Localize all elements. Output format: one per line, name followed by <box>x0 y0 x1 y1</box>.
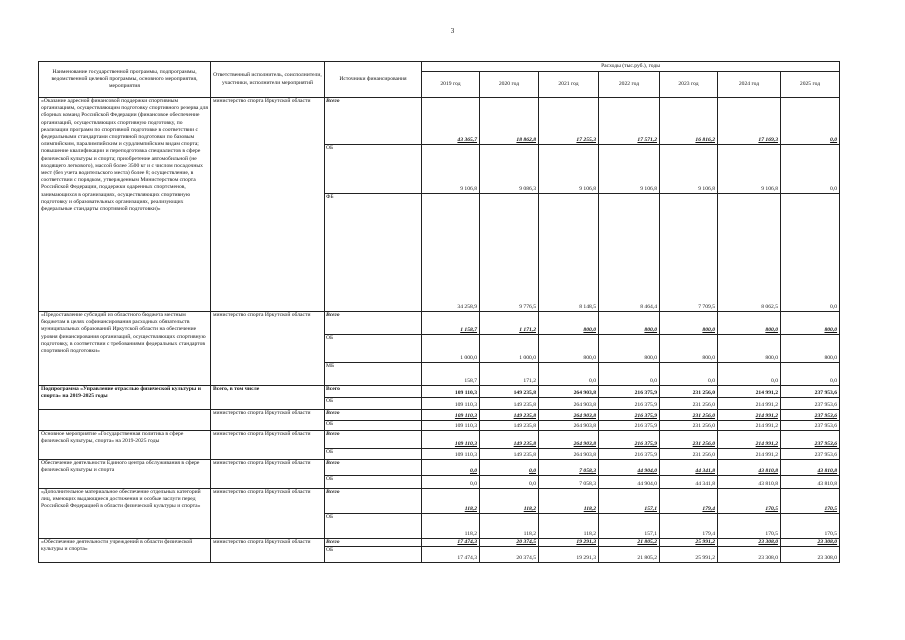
value-cell: 109 110,3 <box>422 386 480 398</box>
table-body <box>39 98 840 563</box>
value-cell: 214 991,2 <box>718 398 781 410</box>
value-cell: 109 110,3 <box>422 449 480 460</box>
value-cell: 23 308,0 <box>718 547 781 563</box>
value-cell: 0,0 <box>539 363 599 386</box>
value-cell: 264 903,8 <box>539 386 599 398</box>
value-cell: 214 991,2 <box>718 431 781 449</box>
program-name-cell: «Дополнительное материальное обеспечение отдельных категорий лиц, имеющих выдающиеся достижения и особые заслуги перед Российской Федерацией в области физической культуры и спорта» <box>39 489 211 539</box>
value-cell: 8 062,5 <box>718 194 781 312</box>
value-cell: 44 341,8 <box>660 460 718 476</box>
table-row <box>39 460 840 476</box>
source-cell: ОБ <box>325 398 422 410</box>
value-cell: 7 058,3 <box>539 460 599 476</box>
value-cell: 800,0 <box>781 335 840 363</box>
source-cell: Всего <box>325 431 422 449</box>
source-cell: ОБ <box>325 476 422 489</box>
value-cell: 1 000,0 <box>480 335 539 363</box>
value-cell: 171,2 <box>480 363 539 386</box>
value-cell: 179,4 <box>660 489 718 514</box>
value-cell: 231 256,0 <box>660 431 718 449</box>
value-cell: 109 110,3 <box>422 421 480 431</box>
value-cell: 800,0 <box>599 312 660 335</box>
value-cell: 43 810,8 <box>781 460 840 476</box>
value-cell: 17 255,3 <box>539 98 599 145</box>
value-cell: 20 374,5 <box>480 547 539 563</box>
source-cell: Всего <box>325 489 422 514</box>
value-cell: 214 991,2 <box>718 449 781 460</box>
value-cell: 158,7 <box>422 363 480 386</box>
value-cell: 34 258,9 <box>422 194 480 312</box>
value-cell: 231 256,0 <box>660 449 718 460</box>
header-row <box>39 62 840 72</box>
program-name-cell: Обеспечение деятельности Единого центра обслуживания в сфере физической культуры и спорта <box>39 460 211 489</box>
value-cell: 0,0 <box>422 476 480 489</box>
value-cell: 800,0 <box>599 335 660 363</box>
value-cell: 9 106,8 <box>599 145 660 194</box>
value-cell: 18 862,8 <box>480 98 539 145</box>
executor-cell: министерство спорта Иркутской области <box>211 539 325 563</box>
value-cell: 231 256,0 <box>660 421 718 431</box>
value-cell: 0,0 <box>660 363 718 386</box>
value-cell: 9 106,8 <box>539 145 599 194</box>
value-cell: 43 810,8 <box>718 460 781 476</box>
value-cell: 17 571,2 <box>599 98 660 145</box>
value-cell: 9 106,8 <box>718 145 781 194</box>
value-cell: 800,0 <box>718 335 781 363</box>
value-cell: 109 110,3 <box>422 410 480 421</box>
program-name-cell: Основное мероприятие «Государственная политика в сфере физической культуры, спорта» на 2019-2025 годы <box>39 431 211 460</box>
value-cell: 17 169,3 <box>718 98 781 145</box>
value-cell: 9 776,5 <box>480 194 539 312</box>
value-cell: 118,2 <box>539 489 599 514</box>
source-cell: ОБ <box>325 547 422 563</box>
value-cell: 149 235,8 <box>480 431 539 449</box>
value-cell: 179,4 <box>660 514 718 539</box>
program-name-cell: «Предоставление субсидий из областного бюджета местным бюджетам в целях софинансирования расходных обязательств муниципальных образований Иркутской области на обеспечение уровня финансирования организаций, осуществляющих спортивную подготовку, в соответствии с требованиями федеральных стандартов спортивной подготовки» <box>39 312 211 386</box>
value-cell: 216 375,9 <box>599 449 660 460</box>
source-cell: Всего <box>325 312 422 335</box>
value-cell: 7 058,3 <box>539 476 599 489</box>
header-year: 2021 год <box>539 72 599 98</box>
value-cell: 23 308,0 <box>781 539 840 547</box>
value-cell: 25 991,2 <box>660 539 718 547</box>
executor-cell: министерство спорта Иркутской области <box>211 98 325 312</box>
value-cell: 264 903,8 <box>539 421 599 431</box>
value-cell: 1 171,2 <box>480 312 539 335</box>
value-cell: 0,0 <box>781 194 840 312</box>
value-cell: 800,0 <box>718 312 781 335</box>
value-cell: 149 235,8 <box>480 421 539 431</box>
value-cell: 23 308,0 <box>781 547 840 563</box>
value-cell: 109 110,3 <box>422 431 480 449</box>
value-cell: 800,0 <box>781 312 840 335</box>
value-cell: 237 953,6 <box>781 410 840 421</box>
value-cell: 237 953,6 <box>781 398 840 410</box>
executor-cell: министерство спорта Иркутской области <box>211 460 325 489</box>
header-year: 2023 год <box>660 72 718 98</box>
executor-cell: министерство спорта Иркутской области <box>211 489 325 539</box>
value-cell: 216 375,9 <box>599 410 660 421</box>
value-cell: 118,2 <box>480 489 539 514</box>
header-year: 2025 год <box>781 72 840 98</box>
source-cell: Всего <box>325 410 422 421</box>
value-cell: 109 110,3 <box>422 398 480 410</box>
value-cell: 8 148,5 <box>539 194 599 312</box>
program-name-cell <box>39 410 211 431</box>
value-cell: 1 158,7 <box>422 312 480 335</box>
header-source-col: Источники финансирования <box>325 62 422 98</box>
value-cell: 149 235,8 <box>480 398 539 410</box>
value-cell: 237 953,6 <box>781 386 840 398</box>
value-cell: 1 000,0 <box>422 335 480 363</box>
value-cell: 0,0 <box>781 145 840 194</box>
value-cell: 237 953,6 <box>781 431 840 449</box>
value-cell: 23 308,0 <box>718 539 781 547</box>
source-cell: ОБ <box>325 335 422 363</box>
value-cell: 9 086,3 <box>480 145 539 194</box>
value-cell: 7 709,5 <box>660 194 718 312</box>
value-cell: 800,0 <box>539 312 599 335</box>
value-cell: 800,0 <box>660 335 718 363</box>
header-year: 2024 год <box>718 72 781 98</box>
value-cell: 43 810,8 <box>718 476 781 489</box>
value-cell: 0,0 <box>480 460 539 476</box>
source-cell: ФБ <box>325 194 422 312</box>
source-cell: Всего <box>325 539 422 547</box>
value-cell: 231 256,0 <box>660 398 718 410</box>
value-cell: 231 256,0 <box>660 410 718 421</box>
value-cell: 118,2 <box>422 489 480 514</box>
value-cell: 9 106,8 <box>422 145 480 194</box>
table-row <box>39 539 840 547</box>
table-row <box>39 386 840 398</box>
value-cell: 264 903,8 <box>539 398 599 410</box>
value-cell: 9 106,8 <box>660 145 718 194</box>
value-cell: 264 903,8 <box>539 449 599 460</box>
value-cell: 0,0 <box>781 98 840 145</box>
executor-cell: министерство спорта Иркутской области <box>211 431 325 460</box>
header-expenses-col: Расходы (тыс.руб.), годы <box>422 62 840 72</box>
executor-cell: министерство спорта Иркутской области <box>211 410 325 431</box>
value-cell: 800,0 <box>660 312 718 335</box>
value-cell: 231 256,0 <box>660 386 718 398</box>
header-year: 2020 год <box>480 72 539 98</box>
value-cell: 800,0 <box>539 335 599 363</box>
table-row <box>39 98 840 145</box>
value-cell: 118,2 <box>539 514 599 539</box>
value-cell: 44 341,8 <box>660 476 718 489</box>
value-cell: 0,0 <box>480 476 539 489</box>
source-cell: Всего <box>325 98 422 145</box>
source-cell: Всего <box>325 386 422 398</box>
value-cell: 25 991,2 <box>660 547 718 563</box>
value-cell: 43 810,8 <box>781 476 840 489</box>
value-cell: 157,1 <box>599 514 660 539</box>
value-cell: 19 291,3 <box>539 547 599 563</box>
value-cell: 19 291,3 <box>539 539 599 547</box>
value-cell: 8 464,4 <box>599 194 660 312</box>
value-cell: 170,5 <box>781 514 840 539</box>
executor-cell: министерство спорта Иркутской области <box>211 312 325 386</box>
value-cell: 20 374,5 <box>480 539 539 547</box>
value-cell: 170,5 <box>718 489 781 514</box>
program-name-cell: «Обеспечение деятельности учреждений в области физической культуры и спорта» <box>39 539 211 563</box>
value-cell: 0,0 <box>718 363 781 386</box>
value-cell: 216 375,9 <box>599 431 660 449</box>
value-cell: 214 991,2 <box>718 410 781 421</box>
source-cell: ОБ <box>325 421 422 431</box>
value-cell: 170,5 <box>718 514 781 539</box>
value-cell: 43 365,7 <box>422 98 480 145</box>
value-cell: 21 805,2 <box>599 547 660 563</box>
table-header <box>39 62 840 98</box>
value-cell: 264 903,8 <box>539 410 599 421</box>
source-cell: ОБ <box>325 145 422 194</box>
value-cell: 21 805,2 <box>599 539 660 547</box>
value-cell: 0,0 <box>781 363 840 386</box>
value-cell: 157,1 <box>599 489 660 514</box>
value-cell: 237 953,6 <box>781 421 840 431</box>
value-cell: 216 375,9 <box>599 398 660 410</box>
value-cell: 17 474,3 <box>422 539 480 547</box>
table-row <box>39 312 840 335</box>
source-cell: ОБ <box>325 449 422 460</box>
value-cell: 170,5 <box>781 489 840 514</box>
value-cell: 44 904,0 <box>599 460 660 476</box>
executor-cell: Всего, в том числе <box>211 386 325 410</box>
value-cell: 214 991,2 <box>718 421 781 431</box>
value-cell: 214 991,2 <box>718 386 781 398</box>
program-name-cell: Подпрограмма «Управление отраслью физической культуры и спорта» на 2019-2025 годы <box>39 386 211 410</box>
value-cell: 16 816,2 <box>660 98 718 145</box>
value-cell: 149 235,8 <box>480 449 539 460</box>
table-row <box>39 489 840 514</box>
page-number: 3 <box>450 27 455 35</box>
source-cell: ОБ <box>325 514 422 539</box>
value-cell: 216 375,9 <box>599 421 660 431</box>
value-cell: 17 474,3 <box>422 547 480 563</box>
header-exec-col: Ответственный исполнитель, соисполнители, участники, исполнители мероприятий <box>211 62 325 98</box>
value-cell: 149 235,8 <box>480 386 539 398</box>
value-cell: 0,0 <box>599 363 660 386</box>
header-year: 2019 год <box>422 72 480 98</box>
value-cell: 216 375,9 <box>599 386 660 398</box>
program-name-cell: «Оказание адресной финансовой поддержки спортивным организациям, осуществляющим подготовку спортивного резерва для сборных команд Российской Федерации (финансовое обеспечение организаций, осуществляющих спортивную подготовку, по реализации программ по спортивной подготовке в соответствии с федеральными стандартами спортивной подготовки по базовым олимпийским, паралимпийским и сурдлимпийским видам спорта; повышение квалификации и переподготовка специалистов в сфере физической культуры и спорта; приобретение автомобильной (не входящего легкового), массой более 3500 кг и с числом посадочных мест (без учета водительского места) более 8; осуществление, в соответствии с порядком, утвержденным Министерством спорта Российской Федерации, поддержки одаренных спортсменов, занимающихся в организациях, осуществляющих спортивную подготовку и образовательных организациях, реализующих федеральные стандарты спортивной подготовки)» <box>39 98 211 312</box>
value-cell: 237 953,6 <box>781 449 840 460</box>
expenses-table <box>38 61 840 563</box>
value-cell: 149 235,8 <box>480 410 539 421</box>
value-cell: 264 903,8 <box>539 431 599 449</box>
table-row <box>39 431 840 449</box>
value-cell: 118,2 <box>480 514 539 539</box>
source-cell: МБ <box>325 363 422 386</box>
value-cell: 0,0 <box>422 460 480 476</box>
source-cell: Всего <box>325 460 422 476</box>
value-cell: 118,2 <box>422 514 480 539</box>
header-year: 2022 год <box>599 72 660 98</box>
value-cell: 44 904,0 <box>599 476 660 489</box>
table-row <box>39 410 840 421</box>
header-name-col: Наименование государственной программы, подпрограммы, ведомственной целевой программы, основного мероприятия, мероприятия <box>39 62 211 98</box>
